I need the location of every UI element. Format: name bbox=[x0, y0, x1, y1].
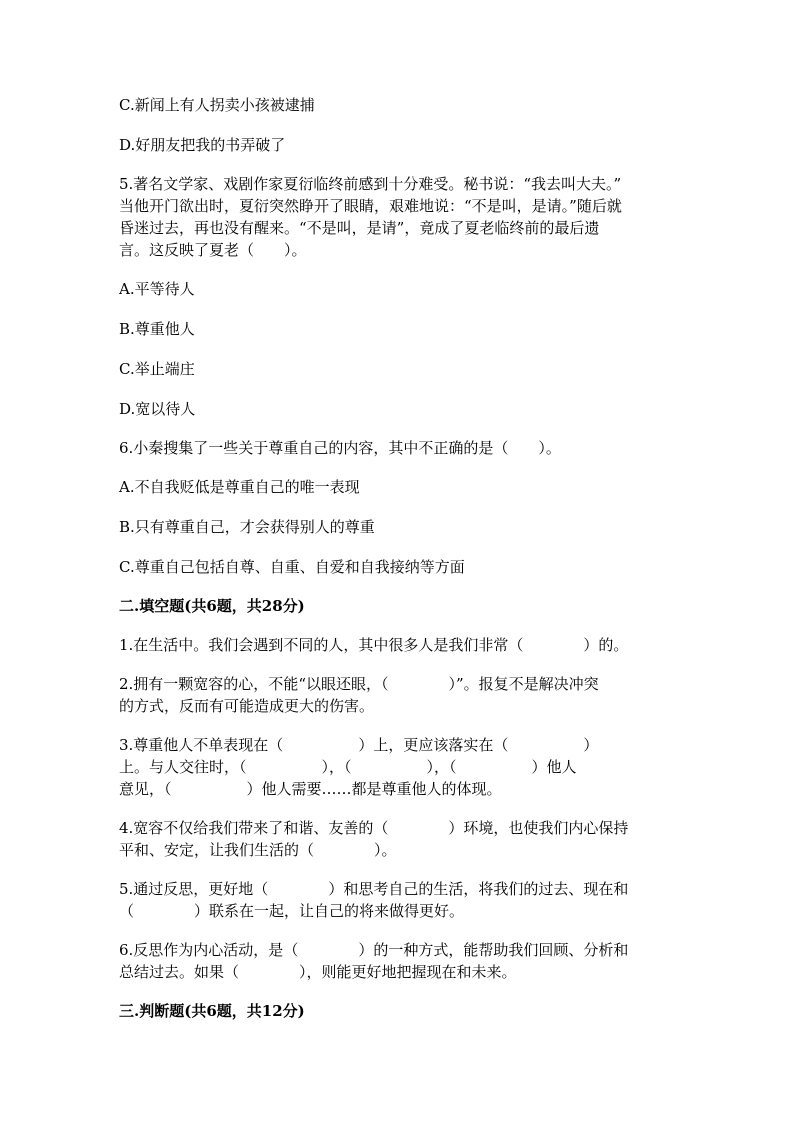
q5-stem-line: 5.著名文学家、戏剧作家夏衍临终前感到十分难受。秘书说：“我去叫大夫。” bbox=[119, 175, 622, 193]
exam-page bbox=[119, 94, 679, 1022]
fill-question-line: 总结过去。如果（ ），则能更好地把握现在和未来。 bbox=[119, 963, 517, 981]
fill-question-line: 平和、安定，让我们生活的（ ）。 bbox=[119, 841, 397, 859]
fill-question-5 bbox=[119, 878, 679, 922]
q6-option-c: C.尊重自己包括自尊、自重、自爱和自我接纳等方面 bbox=[119, 558, 465, 576]
q4-option-d: D.好朋友把我的书弄破了 bbox=[119, 136, 286, 154]
q5-option-b: B.尊重他人 bbox=[119, 320, 195, 338]
fill-question-line: 上。与人交往时，（ ），（ ），（ ）他人 bbox=[119, 758, 577, 776]
fill-question-line: 4.宽容不仅给我们带来了和谐、友善的（ ）环境，也使我们内心保持 bbox=[119, 819, 629, 837]
fill-question-line: 的方式，反而有可能造成更大的伤害。 bbox=[119, 697, 375, 715]
q5-stem-line: 言。这反映了夏老（ ）。 bbox=[119, 241, 307, 259]
q5-option-c: C.举止端庄 bbox=[119, 360, 195, 378]
fill-question-line: 5.通过反思，更好地（ ）和思考自己的生活，将我们的过去、现在和 bbox=[119, 880, 629, 898]
fill-question-2 bbox=[119, 673, 679, 717]
fill-question-line: （ ）联系在一起，让自己的将来做得更好。 bbox=[119, 902, 465, 920]
fill-question-4 bbox=[119, 817, 679, 861]
q5-stem-line: 昏迷过去，再也没有醒来。“不是叫，是请”，竟成了夏老临终前的最后遗 bbox=[119, 219, 600, 237]
fill-question-1: 1.在生活中。我们会遇到不同的人，其中很多人是我们非常（ ）的。 bbox=[119, 636, 629, 654]
fill-question-line: 2.拥有一颗宽容的心，不能“以眼还眼，（ ）”。报复不是解决冲突 bbox=[119, 675, 599, 693]
q5-option-d: D.宽以待人 bbox=[119, 400, 196, 418]
fill-question-line: 6.反思作为内心活动，是（ ）的一种方式，能帮助我们回顾、分析和 bbox=[119, 941, 629, 959]
fill-question-line: 3.尊重他人不单表现在（ ）上，更应该落实在（ ） bbox=[119, 736, 599, 754]
fill-question-3 bbox=[119, 734, 679, 800]
section-title-fill-in: 二.填空题(共6题，共28分) bbox=[119, 597, 305, 615]
q5-option-a: A.平等待人 bbox=[119, 280, 195, 298]
q6-option-a: A.不自我贬低是尊重自己的唯一表现 bbox=[119, 478, 360, 496]
q6-option-b: B.只有尊重自己，才会获得别人的尊重 bbox=[119, 518, 375, 536]
q5-stem bbox=[119, 173, 679, 261]
section-title-true-false: 三.判断题(共6题，共12分) bbox=[119, 1002, 305, 1020]
q5-stem-line: 当他开门欲出时，夏衍突然睁开了眼睛，艰难地说：“不是叫，是请。”随后就 bbox=[119, 197, 622, 215]
q4-option-c: C.新闻上有人拐卖小孩被逮捕 bbox=[119, 96, 315, 114]
fill-question-6 bbox=[119, 939, 679, 983]
q6-stem: 6.小秦搜集了一些关于尊重自己的内容，其中不正确的是（ ）。 bbox=[119, 439, 561, 457]
fill-question-line: 意见，（ ）他人需要……都是尊重他人的体现。 bbox=[119, 780, 502, 798]
